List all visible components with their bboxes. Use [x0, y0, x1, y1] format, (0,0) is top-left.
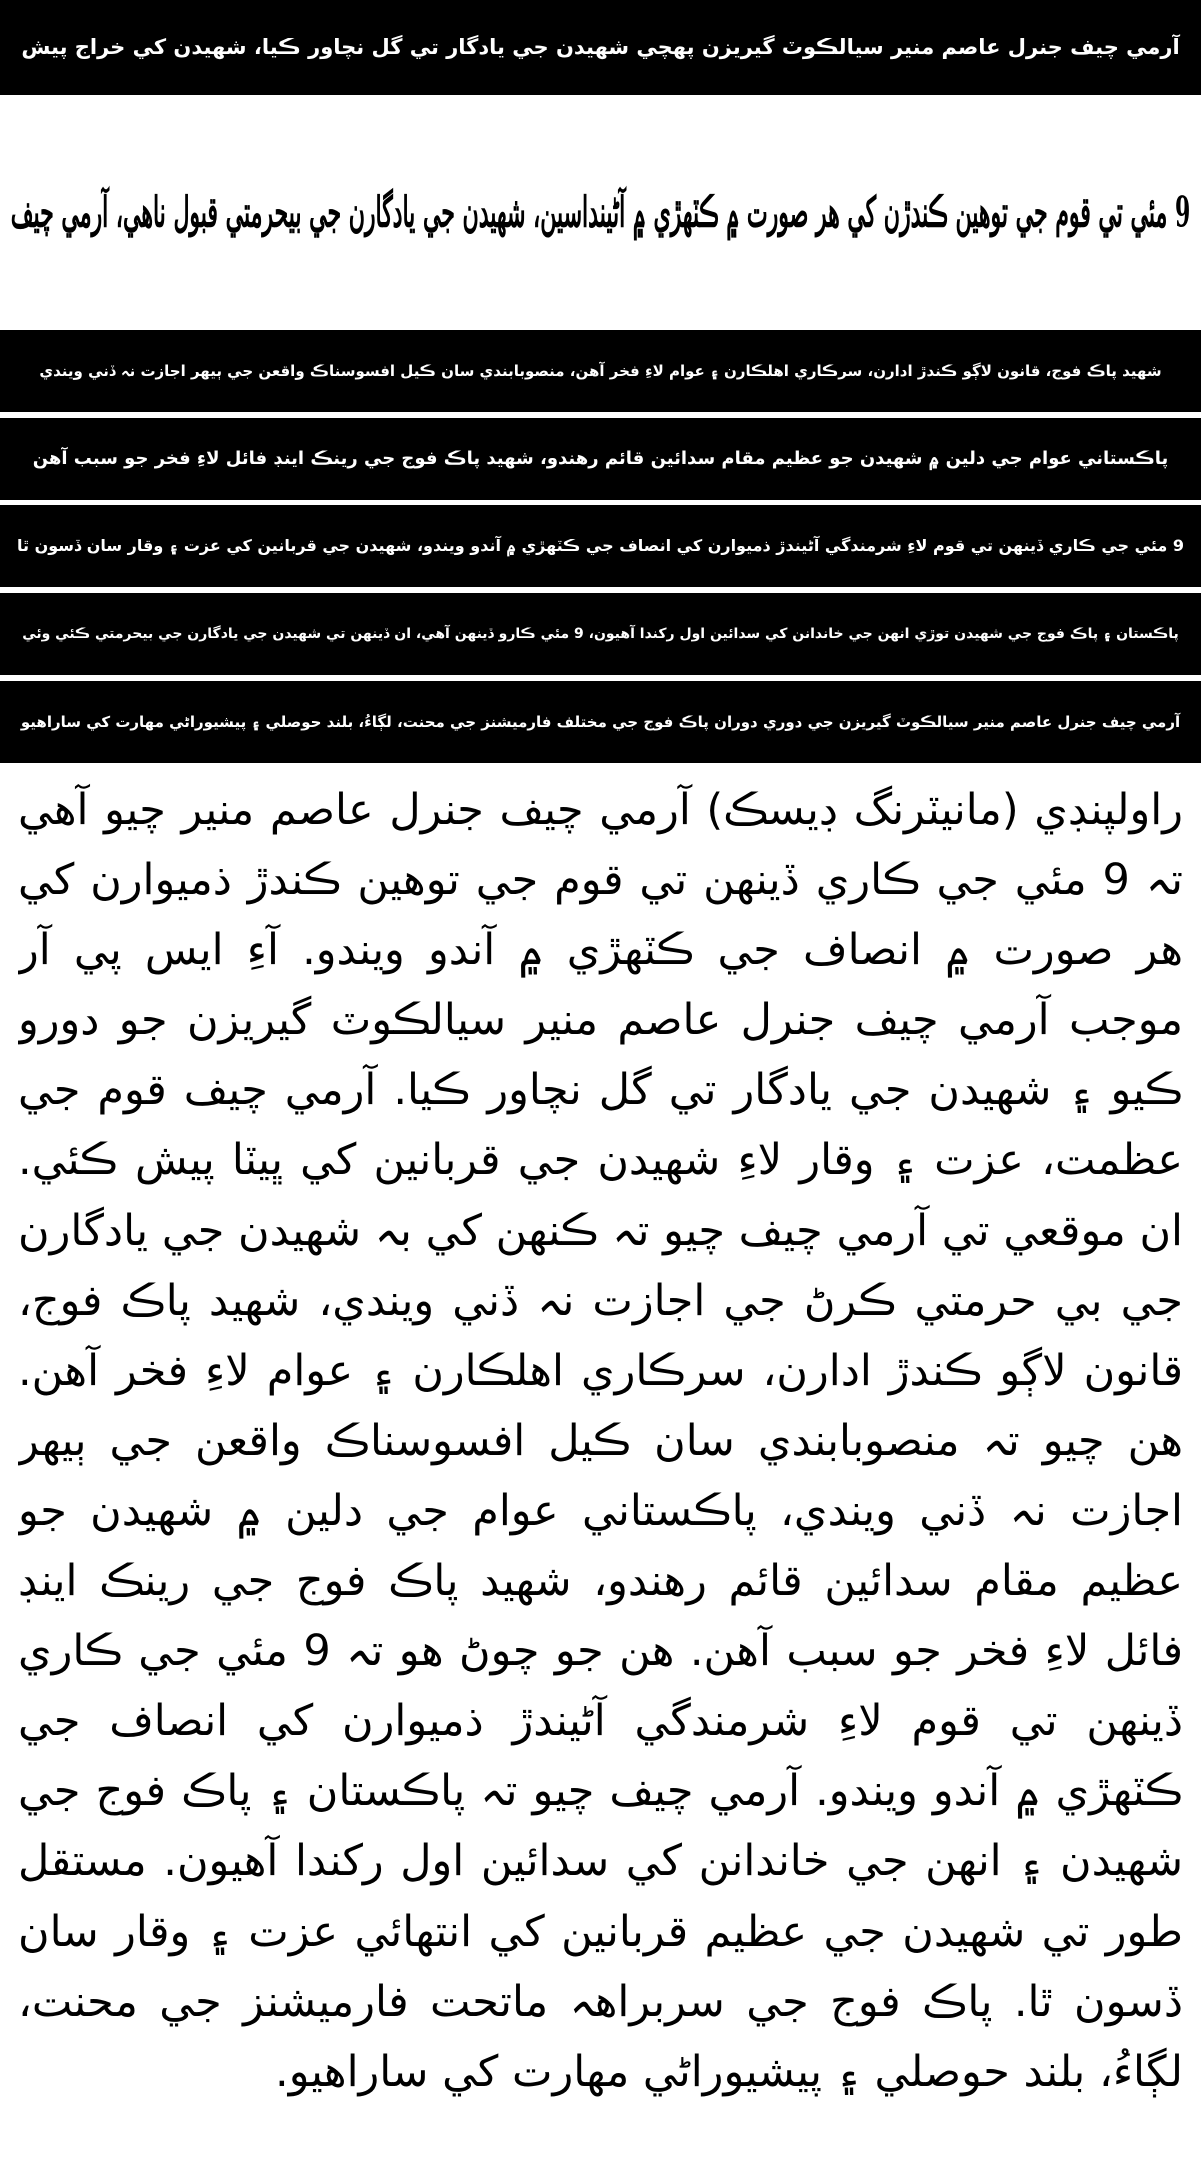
main-headline — [0, 100, 1201, 325]
subheadline-5: آرمي چيف جنرل عاصم منير سيالڪوٽ گيريزن جي دوري دوران پاڪ فوج جي مختلف فارميشنز جي محنت، لڳاءُ، بلند حوصلي ۽ پيشيوراڻي مهارت کي ساراهيو — [0, 681, 1201, 763]
subheadline-4: پاڪستان ۽ پاڪ فوج جي شهيدن توڙي انهن جي خاندانن کي سدائين اول رکندا آهيون، 9 مئي ڪارو ڏينهن آهي، ان ڏينهن تي شهيدن جي يادگارن جي بيحرمتي ڪئي وئي — [0, 593, 1201, 675]
subheadline-1: شهيد پاڪ فوج، قانون لاڳو ڪندڙ ادارن، سرڪاري اهلڪارن ۽ عوام لاءِ فخر آهن، منصوبابندي سان ڪيل افسوسناڪ واقعن جي ٻيهر اجازت نہ ڏني ويندي — [0, 330, 1201, 412]
main-headline-text: 9 مئي تي قوم جي توهين ڪندڙن کي هر صورت ۾ ڪٽهڙي ۾ آڻينداسين، شهيدن جي يادگارن جي بيحرمتي قبول ناهي، آرمي چيف — [10, 187, 1191, 238]
top-strap-headline: آرمي چيف جنرل عاصم منير سيالڪوٽ گيريزن پهچي شهيدن جي يادگار تي گل نچاور ڪيا، شهيدن کي خراج پيش — [0, 0, 1201, 95]
article-body: راولپنڊي (مانيٽرنگ ڊيسڪ) آرمي چيف جنرل عاصم منير چيو آهي تہ 9 مئي جي ڪاري ڏينهن تي قوم جي توهين ڪندڙ ذميوارن کي هر صورت ۾ انصاف جي ڪٽهڙي ۾ آندو ويندو. آءِ ايس پي آر موجب آرمي چيف جنرل عاصم منير سيالڪوٽ گيريزن جو دورو ڪيو ۽ شهيدن جي يادگار تي گل نچاور ڪيا. آرمي چيف قوم جي عظمت، عزت ۽ وقار لاءِ شهيدن جي قربانين کي ڀيٽا پيش ڪئي. ان موقعي تي آرمي چيف چيو تہ ڪنهن کي بہ شهيدن جي يادگارن جي بي حرمتي ڪرڻ جي اجازت نہ ڏني ويندي، شهيد پاڪ فوج، قانون لاڳو ڪندڙ ادارن، سرڪاري اهلڪارن ۽ عوام لاءِ فخر آهن. هن چيو تہ منصوبابندي سان ڪيل افسوسناڪ واقعن جي ٻيهر اجازت نہ ڏني ويندي، پاڪستاني عوام جي دلين ۾ شهيدن جو عظيم مقام سدائين قائم رهندو، شهيد پاڪ فوج جي رينڪ اينڊ فائل لاءِ فخر جو سبب آهن. هن جو چوڻ هو تہ 9 مئي جي ڪاري ڏينهن تي قوم لاءِ شرمندگي آڻيندڙ ذميوارن کي انصاف جي ڪٽهڙي ۾ آندو ويندو. آرمي چيف چيو تہ پاڪستان ۽ پاڪ فوج جي شهيدن ۽ انهن جي خاندانن کي سدائين اول رکندا آهيون. مستقل طور تي شهيدن جي عظيم قربانين کي انتهائي عزت ۽ وقار سان ڏسون ٿا. پاڪ فوج جي سربراهہ ماتحت فارميشنز جي محنت، لڳاءُ، بلند حوصلي ۽ پيشيوراڻي مهارت کي ساراهيو. — [18, 785, 1183, 2097]
subheadline-2: پاڪستاني عوام جي دلين ۾ شهيدن جو عظيم مقام سدائين قائم رهندو، شهيد پاڪ فوج جي رينڪ اينڊ فائل لاءِ فخر جو سبب آهن — [0, 418, 1201, 500]
subheadline-3: 9 مئي جي ڪاري ڏينهن تي قوم لاءِ شرمندگي آڻيندڙ ذميوارن کي انصاف جي ڪٽهڙي ۾ آندو ويندو، شهيدن جي قربانين کي عزت ۽ وقار سان ڏسون ٿا — [0, 505, 1201, 587]
